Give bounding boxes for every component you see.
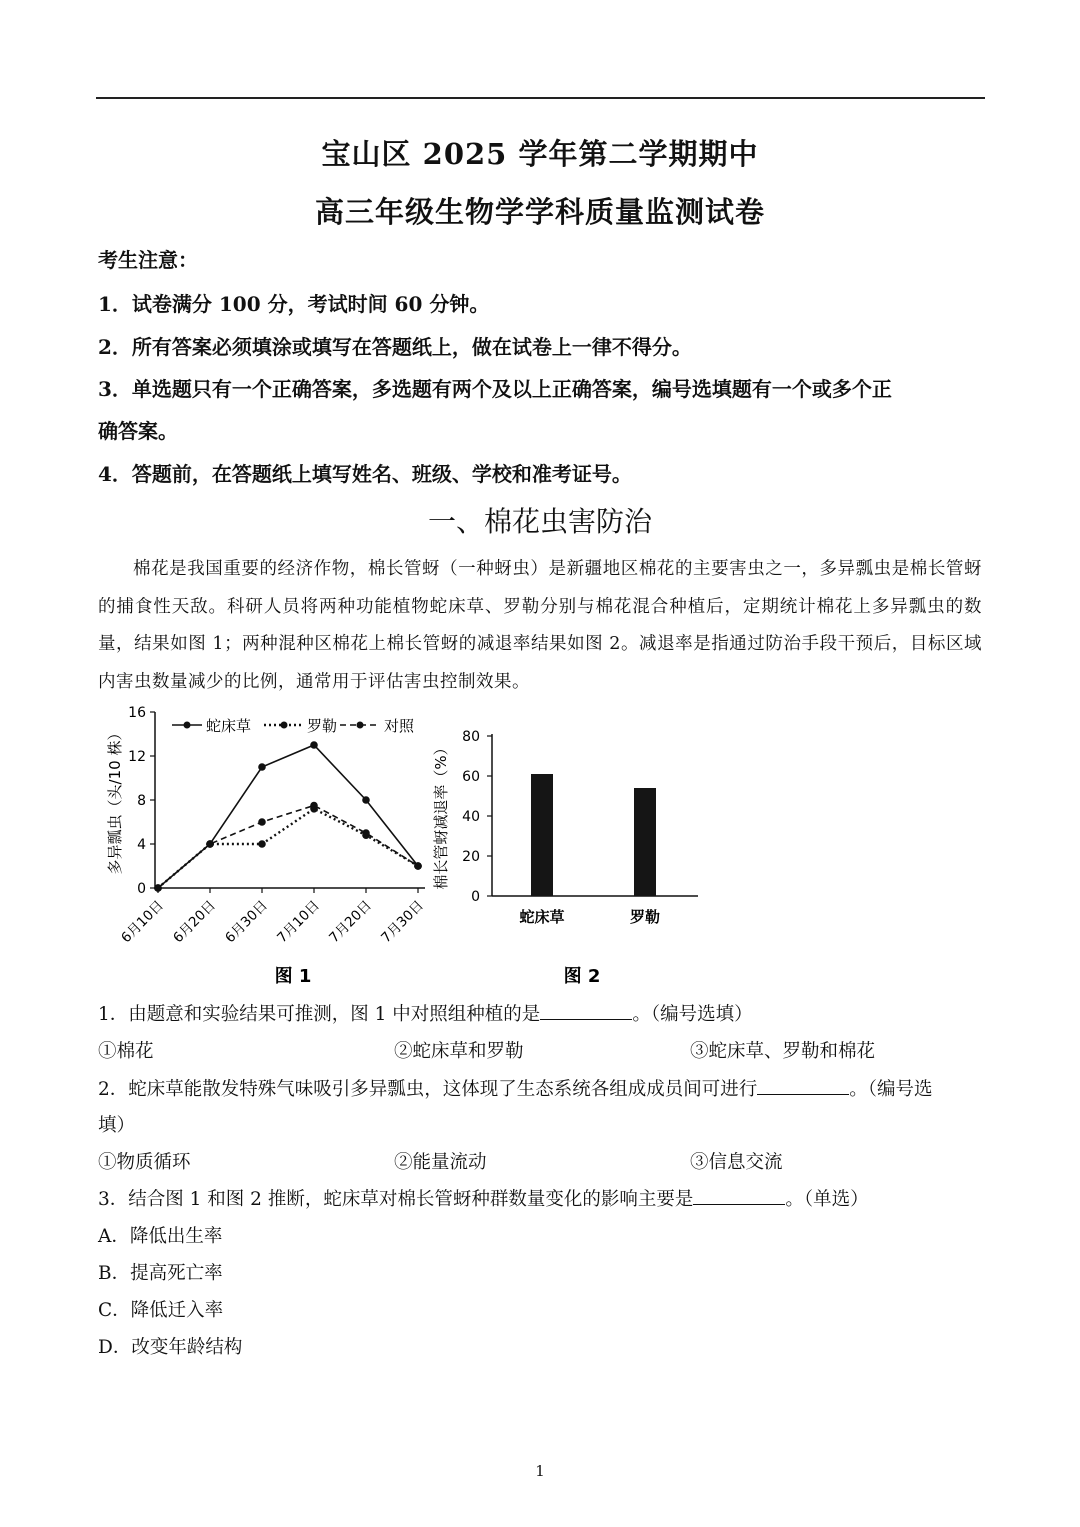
notice-item: 4．答题前，在答题纸上填写姓名、班级、学校和准考证号。: [98, 462, 632, 486]
data-point: [362, 796, 370, 804]
x-tick-label: 7月30日: [378, 897, 427, 947]
question-1-suffix: 。（编号选填）: [632, 1004, 753, 1025]
x-tick-label: 6月30日: [222, 897, 271, 947]
bar: [634, 788, 656, 896]
notice-item: 2．所有答案必须填涂或填写在答题纸上，做在试卷上一律不得分。: [98, 335, 692, 359]
y-axis-label: 棉长管蚜减退率（%）: [432, 740, 450, 890]
y-tick-label: 40: [462, 809, 480, 825]
x-tick-label: 6月10日: [118, 897, 167, 947]
option: D．改变年龄结构: [98, 1337, 243, 1358]
x-category-label: 蛇床草: [519, 908, 565, 926]
legend-label: 对照: [384, 717, 415, 735]
question-1: [98, 1000, 753, 1026]
section-title: 一、棉花虫害防治: [427, 505, 652, 538]
question-3-text: 3．结合图 1 和图 2 推断，蛇床草对棉长管蚜种群数量变化的影响主要是: [98, 1189, 694, 1210]
data-point: [154, 884, 162, 892]
question-2: [98, 1075, 933, 1101]
x-tick-label: 7月20日: [326, 897, 375, 947]
y-tick-label: 0: [471, 889, 480, 905]
option: B．提高死亡率: [98, 1263, 223, 1284]
answer-blank[interactable]: [540, 1003, 632, 1020]
y-tick-label: 80: [462, 729, 480, 745]
x-category-label: 罗勒: [629, 908, 661, 926]
option: A．降低出生率: [98, 1226, 223, 1247]
x-tick-label: 7月10日: [274, 897, 323, 947]
data-point: [258, 818, 266, 826]
y-tick-label: 8: [137, 793, 146, 809]
data-point: [206, 840, 214, 848]
y-tick-label: 20: [462, 849, 480, 865]
data-point: [362, 829, 370, 837]
question-3: [98, 1185, 869, 1211]
question-2-wrap: 填）: [98, 1115, 136, 1136]
legend-marker: [281, 722, 288, 729]
data-point: [310, 802, 318, 810]
y-tick-label: 0: [137, 881, 146, 897]
exam-title-line2: 高三年级生物学学科质量监测试卷: [314, 195, 765, 229]
y-axis-label: 多异瓢虫（头/10 株）: [106, 725, 124, 875]
bar: [531, 774, 553, 896]
y-tick-label: 16: [128, 705, 146, 721]
page-number: 1: [535, 1462, 545, 1480]
option: ③蛇床草、罗勒和棉花: [690, 1041, 876, 1062]
data-point: [310, 741, 318, 749]
x-tick-label: 6月20日: [170, 897, 219, 947]
notice-item: 1．试卷满分 100 分，考试时间 60 分钟。: [98, 292, 490, 316]
figure2-bar-chart: [430, 700, 710, 995]
notice-item: 3．单选题只有一个正确答案，多选题有两个及以上正确答案，编号选填题有一个或多个正: [98, 377, 892, 401]
answer-blank[interactable]: [757, 1078, 849, 1095]
data-point: [258, 840, 266, 848]
section-paragraph: 棉花是我国重要的经济作物，棉长管蚜（一种蚜虫）是新疆地区棉花的主要害虫之一，多异瓢虫是棉长管蚜的捕食性天敌。科研人员将两种功能植物蛇床草、罗勒分别与棉花混合种植后，定期统计棉花上多异瓢虫的数量，结果如图 1；两种混种区棉花上棉长管蚜的减退率结果如图 2。减退率是指通过防治手段干预后，目标区域内害虫数量减少的比例，通常用于评估害虫控制效果。: [98, 559, 982, 692]
legend-marker: [184, 722, 191, 729]
figure1-caption: 图 1: [274, 966, 312, 987]
data-point: [258, 763, 266, 771]
option: ①棉花: [98, 1041, 154, 1062]
option: ③信息交流: [690, 1152, 783, 1173]
legend-label: 蛇床草: [206, 717, 252, 735]
y-tick-label: 4: [137, 837, 146, 853]
question-1-text: 1．由题意和实验结果可推测，图 1 中对照组种植的是: [98, 1004, 541, 1025]
top-rule: [96, 97, 985, 99]
notice-heading: 考生注意：: [98, 248, 198, 272]
option: ②能量流动: [394, 1152, 487, 1173]
series-line-dotted: [158, 809, 418, 888]
legend-label: 罗勒: [307, 717, 338, 735]
answer-blank[interactable]: [693, 1188, 785, 1205]
exam-title-line1: 宝山区 2025 学年第二学期期中: [321, 137, 759, 171]
question-2-suffix: 。（编号选: [849, 1079, 933, 1100]
figure2-caption: 图 2: [563, 966, 601, 987]
notice-item: 确答案。: [98, 419, 178, 443]
y-tick-label: 60: [462, 769, 480, 785]
series-line-dashed: [158, 806, 418, 889]
data-point: [414, 862, 422, 870]
question-2-text: 2．蛇床草能散发特殊气味吸引多异瓢虫，这体现了生态系统各组成成员间可进行: [98, 1079, 758, 1100]
option: ②蛇床草和罗勒: [394, 1041, 524, 1062]
y-tick-label: 12: [128, 749, 146, 765]
question-3-suffix: 。（单选）: [785, 1189, 869, 1210]
option: ①物质循环: [98, 1152, 191, 1173]
series-line-solid: [158, 745, 418, 888]
legend-marker: [357, 722, 364, 729]
figure1-line-chart: [100, 700, 440, 995]
option: C．降低迁入率: [98, 1300, 224, 1321]
